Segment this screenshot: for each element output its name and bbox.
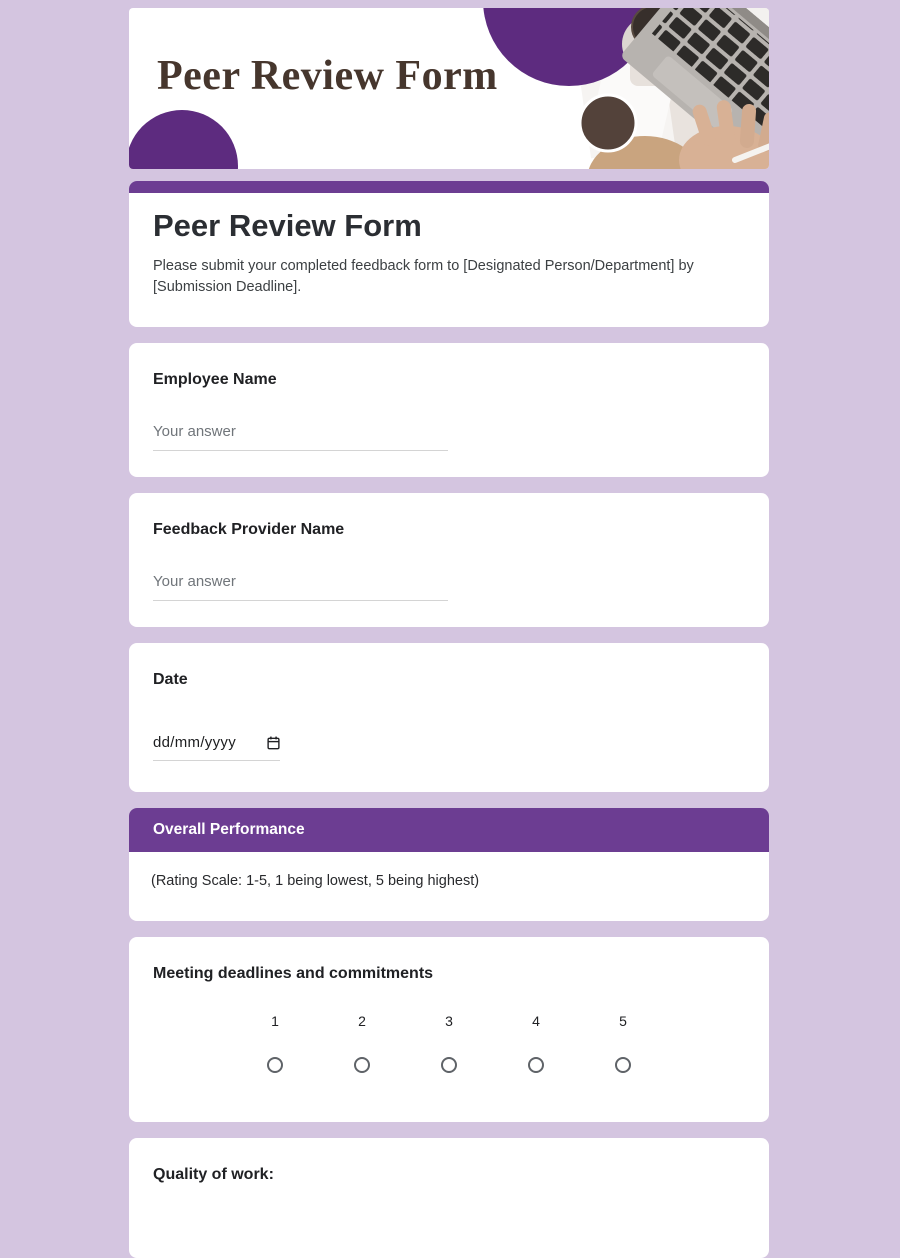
- scale-number: 3: [445, 1013, 453, 1029]
- feedback-provider-input[interactable]: [153, 571, 448, 601]
- scale-option-2: [319, 1011, 406, 1073]
- banner-dot-brown: [580, 95, 636, 151]
- form-page: [129, 0, 769, 1258]
- section-title: Overall Performance: [153, 821, 305, 838]
- question-label: Quality of work:: [153, 1166, 274, 1183]
- linear-scale: [153, 1011, 745, 1073]
- question-card-date: [129, 643, 769, 792]
- banner-circle-bottom-left: [129, 110, 238, 169]
- banner: [129, 8, 769, 169]
- question-label: Meeting deadlines and commitments: [153, 965, 434, 982]
- question-label: Date: [153, 671, 188, 688]
- question-card-feedback-provider: [129, 493, 769, 627]
- scale-option-1: [232, 1011, 319, 1073]
- question-label: Feedback Provider Name: [153, 521, 345, 538]
- employee-name-input[interactable]: [153, 421, 448, 451]
- section-overall-performance: [129, 808, 769, 921]
- section-header-bar: [129, 808, 769, 852]
- form-header-card: [129, 181, 769, 327]
- radio-option-5[interactable]: [615, 1057, 631, 1073]
- form-title: Peer Review Form: [153, 208, 422, 243]
- scale-number: 2: [358, 1013, 366, 1029]
- section-note: (Rating Scale: 1-5, 1 being lowest, 5 being highest): [151, 873, 480, 889]
- scale-option-5: [580, 1011, 667, 1073]
- banner-title: Peer Review Form: [157, 53, 498, 99]
- date-input[interactable]: [153, 734, 280, 761]
- date-placeholder: dd/mm/yyyy: [153, 734, 237, 751]
- question-card-quality: [129, 1138, 769, 1258]
- scale-number: 5: [619, 1013, 627, 1029]
- radio-option-2[interactable]: [354, 1057, 370, 1073]
- accent-strip: [129, 181, 769, 193]
- radio-option-1[interactable]: [267, 1057, 283, 1073]
- scale-number: 1: [271, 1013, 279, 1029]
- question-card-employee-name: [129, 343, 769, 477]
- scale-option-3: [406, 1011, 493, 1073]
- scale-number: 4: [532, 1013, 540, 1029]
- form-description: Please submit your completed feedback form to [Designated Person/Department] by [Submission Deadline].: [153, 258, 694, 295]
- calendar-icon[interactable]: [267, 736, 280, 750]
- scale-option-4: [493, 1011, 580, 1073]
- radio-option-3[interactable]: [441, 1057, 457, 1073]
- question-label: Employee Name: [153, 371, 277, 388]
- question-card-deadlines: [129, 937, 769, 1122]
- radio-option-4[interactable]: [528, 1057, 544, 1073]
